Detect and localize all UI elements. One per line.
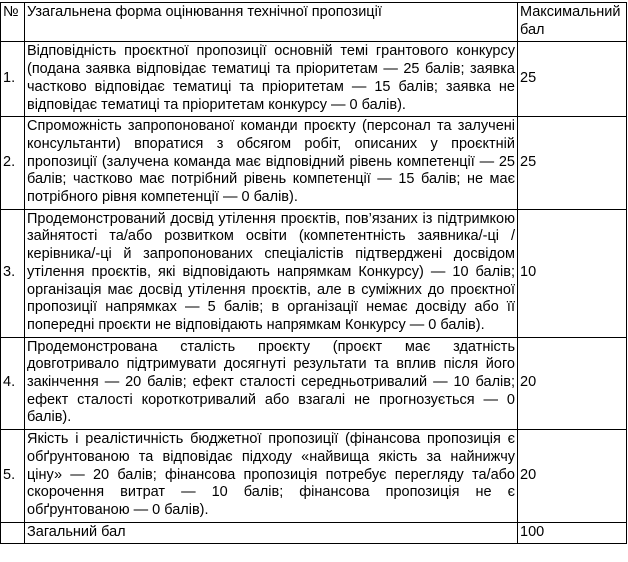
total-max-score: 100 [518, 522, 627, 544]
row-number: 1. [1, 42, 25, 117]
total-label: Загальний бал [25, 522, 518, 544]
row-max-score: 10 [518, 209, 627, 337]
row-criterion: Продемонстрований досвід утілення проєктів, пов’язаних із підтримкою зайнятості та/або розвитком освіти (компетентність заявника/-ці / керівника/-ці й запропонованих спеціалістів підтверджені досвідом утілення проєктів, які відповідають напрямкам Конкурсу) — 10 балів; організація має досвід утілення проєктів, але в суміжних до проєктної пропозиції напрямках — 5 балів; в організації немає досвіду або її попередні проєкти не відповідають напрямкам Конкурсу — 0 балів). [25, 209, 518, 337]
header-number: № [1, 3, 25, 42]
row-max-score: 20 [518, 430, 627, 523]
table-row [1, 117, 627, 210]
row-number: 4. [1, 337, 25, 430]
table-row [1, 42, 627, 117]
table-row [1, 430, 627, 523]
total-row [1, 522, 627, 544]
row-criterion: Спроможність запропонованої команди проєкту (персонал та залучені консультанти) впоратися з обсягом робіт, описаних у проєктній пропозиції (залучена команда має відповідний рівень компетенції — 25 балів; частково має потрібний рівень компетенції — 15 балів; не має потрібного рівня компетенції — 0 балів). [25, 117, 518, 210]
table-header-row [1, 3, 627, 42]
row-number: 3. [1, 209, 25, 337]
table-row [1, 209, 627, 337]
row-criterion: Продемонстрована сталість проєкту (проєкт має здатність довготривало підтримувати досягнуті результати та вплив після його закінчення — 20 балів; ефект сталості середньотривалий — 10 балів; ефект сталості короткотривалий або взагалі не прогнозується — 0 балів). [25, 337, 518, 430]
row-number: 5. [1, 430, 25, 523]
total-number [1, 522, 25, 544]
row-criterion: Якість і реалістичність бюджетної пропозиції (фінансова пропозиція є обґрунтованою та відповідає підходу «найвища якість за найнижчу ціну» — 20 балів; фінансова пропозиція потребує перегляду та/або скорочення витрат — 10 балів; фінансова пропозиція не є обґрунтованою — 0 балів). [25, 430, 518, 523]
table-row [1, 337, 627, 430]
row-max-score: 25 [518, 42, 627, 117]
row-criterion: Відповідність проєктної пропозиції основній темі грантового конкурсу (подана заявка відповідає тематиці та пріоритетам — 25 балів; заявка частково відповідає тематиці та пріоритетам — 15 балів; заявка не відповідає тематиці та пріоритетам конкурсу — 0 балів). [25, 42, 518, 117]
row-max-score: 25 [518, 117, 627, 210]
header-criterion: Узагальнена форма оцінювання технічної пропозиції [25, 3, 518, 42]
evaluation-table [0, 2, 627, 544]
row-max-score: 20 [518, 337, 627, 430]
header-max-score: Максимальний бал [518, 3, 627, 42]
row-number: 2. [1, 117, 25, 210]
